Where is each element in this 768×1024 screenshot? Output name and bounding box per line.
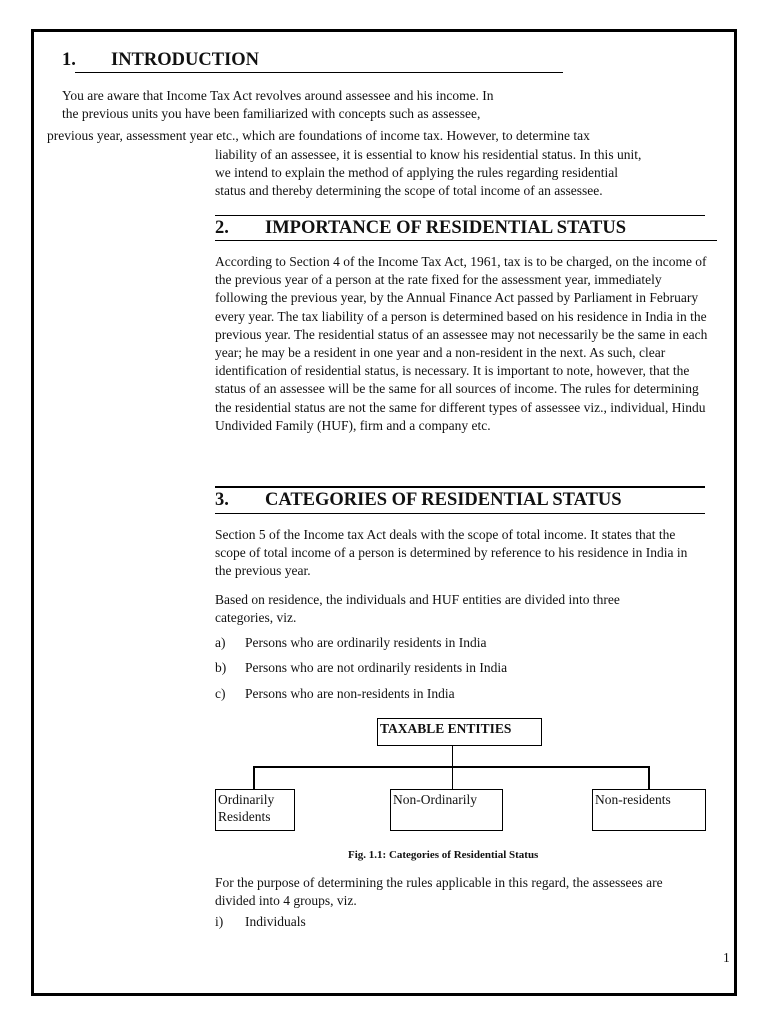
section2-top-rule	[215, 215, 705, 216]
diagram-root-box: TAXABLE ENTITIES	[377, 718, 542, 746]
section2-bottom-rule	[215, 240, 717, 241]
section3-bottom-rule	[215, 513, 705, 514]
section1-underline	[75, 72, 563, 73]
diagram-child-ordinarily-residents: Ordinarily Residents	[215, 789, 295, 831]
figure-caption: Fig. 1.1: Categories of Residential Status	[348, 849, 539, 861]
intro-line-5: we intend to explain the method of applying the rules regarding residential	[215, 165, 619, 180]
section2-number: 2.	[215, 218, 229, 238]
intro-line-1: You are aware that Income Tax Act revolves around assessee and his income. In	[62, 88, 494, 103]
closing-item-text: Individuals	[245, 914, 306, 929]
closing-item-marker: i)	[215, 914, 224, 929]
diagram-child-non-ordinarily: Non-Ordinarily	[390, 789, 503, 831]
list-marker-c: c)	[215, 686, 226, 701]
closing-paragraph: For the purpose of determining the rules applicable in this regard, the assessees are divided into 4 groups, viz.	[215, 875, 663, 909]
section1-number: 1.	[62, 50, 76, 70]
intro-line-6: status and thereby determining the scope of total income of an assessee.	[215, 183, 603, 198]
list-marker-a: a)	[215, 635, 226, 650]
section3-paragraph-2: Based on residence, the individuals and HUF entities are divided into three categories, viz.	[215, 592, 620, 626]
list-item-c: Persons who are non-residents in India	[245, 686, 455, 701]
section2-title: IMPORTANCE OF RESIDENTIAL STATUS	[265, 218, 627, 238]
section3-top-rule	[215, 486, 705, 488]
list-item-a: Persons who are ordinarily residents in India	[245, 635, 487, 650]
list-marker-b: b)	[215, 660, 227, 675]
intro-line-4: liability of an assessee, it is essential to know his residential status. In this unit,	[215, 147, 642, 162]
section3-paragraph-1: Section 5 of the Income tax Act deals with the scope of total income. It states that the scope of total income of a person is determined by reference to his residence in India in the previous year.	[215, 527, 688, 579]
diagram-root-stem	[452, 746, 453, 766]
section1-title: INTRODUCTION	[111, 50, 260, 70]
diagram-child-non-residents: Non-residents	[592, 789, 706, 831]
intro-line-3: previous year, assessment year etc., which are foundations of income tax. However, to determine tax	[47, 128, 590, 143]
intro-line-2: the previous units you have been familiarized with concepts such as assessee,	[62, 106, 481, 121]
list-item-b: Persons who are not ordinarily residents in India	[245, 660, 508, 675]
page-number: 1	[723, 950, 730, 965]
section3-number: 3.	[215, 490, 229, 510]
section2-paragraph: According to Section 4 of the Income Tax Act, 1961, tax is to be charged, on the income of the previous year of a person at the rate fixed for the assessment year, immediately following the previous year, by the Annual Finance Act passed by Parliament in February every year. The tax liability of a person is determined based on his residence in India in the previous year. The residential status of an assessee may not necessarily be the same in each year; he may be a resident in one year and a non-resident in the next. As such, clear identification of residential status, is necessary. It is important to note, however, that the status of an assessee will be the same for all sources of income. The rules for determining the residential status are not the same for different types of assessee viz., individual, Hindu Undivided Family (HUF), firm and a company etc.	[215, 254, 708, 433]
section3-title: CATEGORIES OF RESIDENTIAL STATUS	[265, 490, 622, 510]
diagram-middle-drop	[452, 766, 453, 789]
diagram-right-drop	[648, 766, 650, 789]
diagram-left-drop	[253, 766, 255, 789]
